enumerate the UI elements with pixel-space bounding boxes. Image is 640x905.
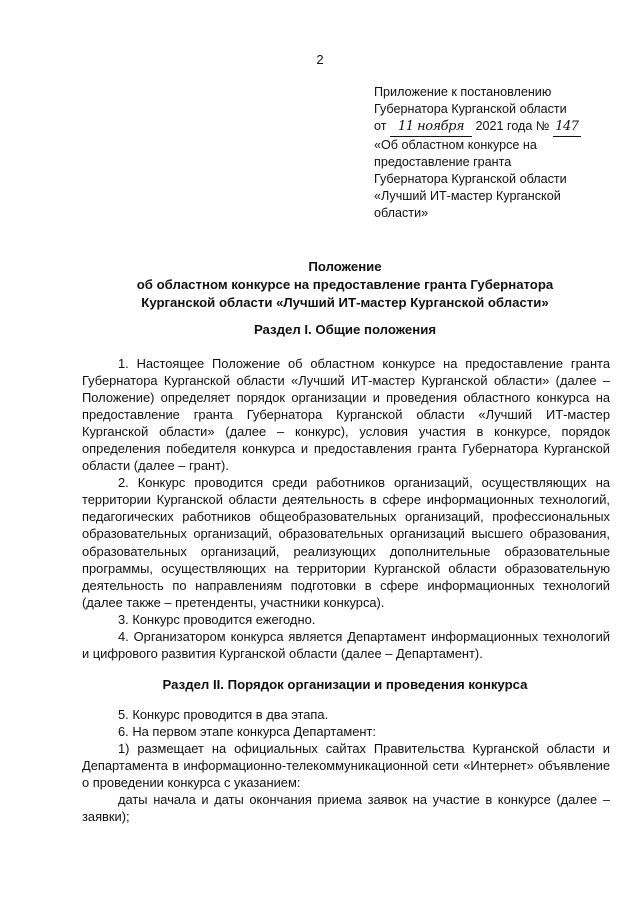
title-line: об областном конкурсе на предоставление гранта Губернатора — [136, 277, 554, 292]
appendix-line: «Лучший ИТ-мастер Курганской — [374, 189, 561, 204]
appendix-line: области» — [374, 206, 429, 221]
paragraph: 5. Конкурс проводится в два этапа. — [118, 707, 329, 722]
page-number: 2 — [316, 52, 324, 67]
appendix-line: Губернатора Курганской области — [374, 102, 567, 117]
paragraph: 3. Конкурс проводится ежегодно. — [118, 611, 316, 627]
paragraph: 1. Настоящее Положение об областном конкурсе на предоставление гранта Губернатора Курганской области «Лучший ИТ-мастер Курганской области» (далее – Положение) определяет порядок организации и проведения областного конкурса на предоставление гранта Губернатора Курганской области «Лучший ИТ-мастер Курганской области» (далее – конкурс), условия участия в конкурсе, порядок определения победителя конкурса и предоставления гранта Губернатора Курганской области (далее – грант). — [82, 356, 610, 474]
handwritten-date: 11 ноября — [390, 118, 472, 136]
appendix-year: 2021 года № — [475, 119, 550, 134]
paragraph: 1) размещает на официальных сайтах Правительства Курганской области и Департамента в информационно-телекоммуникационной сети «Интернет» объявление о проведении конкурса с указанием: — [82, 741, 610, 791]
section-2-heading: Раздел II. Порядок организации и проведения конкурса — [162, 677, 528, 692]
appendix-line: предоставление гранта — [374, 154, 512, 169]
handwritten-number: 147 — [553, 118, 581, 136]
section-1-body — [82, 355, 610, 662]
title-line: Курганской области «Лучший ИТ-мастер Курганской области» — [141, 295, 549, 310]
appendix-date-line — [374, 118, 604, 136]
appendix-line: Приложение к постановлению — [374, 85, 552, 99]
document-title — [80, 258, 610, 312]
appendix-line: «Об областном конкурсе на — [374, 137, 537, 152]
appendix-ot: от — [374, 119, 387, 134]
paragraph: 6. На первом этапе конкурса Департамент: — [118, 724, 377, 740]
title-line: Положение — [308, 259, 382, 274]
paragraph: 4. Организатором конкурса является Департамент информационных технологий и цифрового развития Курганской области (далее – Департамент). — [82, 628, 610, 661]
section-1-heading: Раздел I. Общие положения — [253, 322, 437, 337]
paragraph: даты начала и даты окончания приема заявок на участие в конкурсе (далее – заявки); — [82, 792, 610, 825]
appendix-line: Губернатора Курганской области — [374, 172, 567, 187]
appendix-block — [374, 84, 604, 223]
paragraph: 2. Конкурс проводится среди работников организаций, осуществляющих на территории Курганской области деятельность в сфере информационных технологий, педагогических работников общеобразовательных организаций, профессиональных образовательных организаций, образовательных организаций высшего образования, образовательных организаций, реализующих дополнительные образовательные программы, осуществляющих на территории Курганской области образовательную деятельность по направлениям подготовки в сфере информационных технологий (далее также – претенденты, участники конкурса). — [82, 475, 610, 610]
section-2-body — [82, 706, 610, 825]
